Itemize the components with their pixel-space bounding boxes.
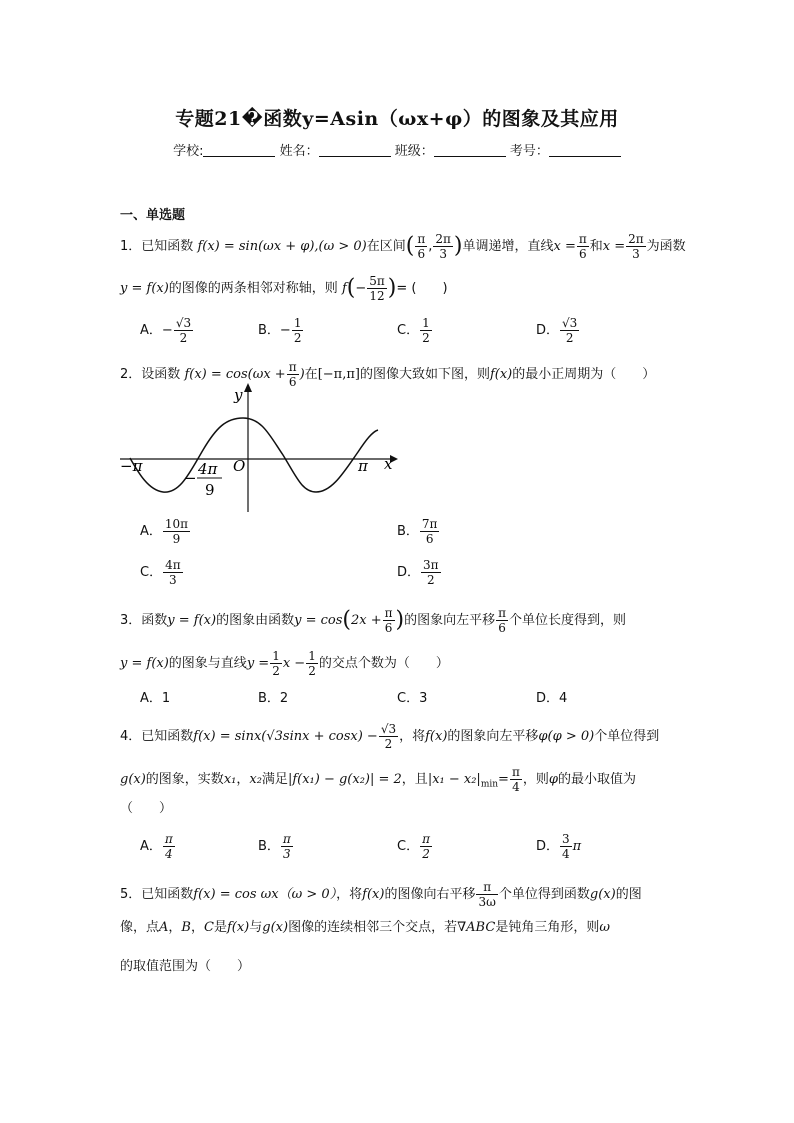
- cosine-curve: [130, 418, 378, 492]
- question-text: 像，点: [120, 920, 160, 935]
- question-text: 已知函数: [141, 887, 194, 902]
- option-b[interactable]: B．− $\frac{1}{2}$: [258, 316, 302, 345]
- zero-sign: −: [184, 469, 197, 487]
- fraction: $\frac{\pi}{6}$: [384, 606, 393, 635]
- fraction: $\frac{\pi}{6}$: [498, 606, 507, 635]
- question-text: 与: [249, 920, 263, 935]
- zero-denominator: 9: [205, 481, 215, 499]
- fraction: $\frac{√3}{2}$: [380, 722, 397, 751]
- question-text: ，且: [401, 772, 428, 787]
- question-number: 1．: [120, 239, 142, 254]
- fraction: $\frac{2\pi}{3}$: [435, 232, 451, 261]
- formula: |x₁ − x₂|: [427, 772, 481, 787]
- name-blank[interactable]: [319, 144, 391, 157]
- question-text: 满足: [261, 772, 288, 787]
- question-text: 函数: [141, 613, 168, 628]
- question-5-line-2: 像，点A，B，C是f(x)与g(x)图像的连续相邻三个交点，若∇ABC是钝角三角形，则ω: [120, 920, 610, 935]
- question-text: 是: [213, 920, 227, 935]
- question-1-line-1: 1．已知函数 f(x) = sin(ωx + φ),(ω > 0)在区间( $\frac{\pi}{6}$ , $\frac{2\pi}{3}$ )单调递增，直线x = $\frac{\pi}{6}$ 和x = $\frac{2\pi}{3}$ 为函数: [120, 232, 686, 261]
- fraction: $\frac{\pi}{3\omega}$: [478, 880, 496, 909]
- formula: f(x) = sinx(√3sinx + cosx) −: [193, 729, 378, 744]
- question-text: 已知函数: [141, 239, 194, 254]
- question-text: 图像的连续相邻三个交点，若: [288, 920, 458, 935]
- question-text: 在: [304, 367, 318, 382]
- question-text: 的图: [615, 887, 642, 902]
- x-label: x: [384, 455, 393, 473]
- point-c: C: [204, 920, 214, 935]
- question-number: 2．: [120, 367, 142, 382]
- question-text: 的最小取值为: [557, 772, 636, 787]
- formula: |f(x₁) − g(x₂)| = 2: [287, 772, 402, 787]
- question-text: 的图象，实数: [145, 772, 224, 787]
- bracket: (: [342, 607, 351, 633]
- bracket: ): [387, 275, 397, 301]
- formula: y = f(x): [120, 656, 169, 671]
- question-3-line-1: 3．函数y = f(x)的图象由函数y = cos(2x + $\frac{\pi}{6}$ )的图象向左平移 $\frac{\pi}{6}$ 个单位长度得到，则: [120, 606, 627, 635]
- section-heading: 一、单选题: [120, 208, 186, 223]
- question-number: 4．: [120, 729, 142, 744]
- question-text: 的图像大致如下图，则: [359, 367, 490, 382]
- bracket: (: [346, 275, 356, 301]
- fraction: $\frac{\pi}{6}$: [288, 360, 297, 389]
- option-b[interactable]: B．2: [258, 691, 289, 706]
- option-a[interactable]: A．1: [140, 691, 171, 706]
- question-text: = ( ): [396, 281, 448, 296]
- question-text: 在区间: [366, 239, 406, 254]
- question-3-line-2: y = f(x)的图象与直线y = $\frac{1}{2}$ x − $\frac{1}{2}$ 的交点个数为（ ）: [120, 649, 449, 678]
- school-label: 学校:: [173, 144, 204, 159]
- formula: f(x): [362, 887, 385, 902]
- option-c[interactable]: C． $\frac{1}{2}$: [397, 316, 430, 345]
- formula: f(x) = cos ωx: [193, 887, 279, 902]
- subscript: min: [480, 779, 499, 790]
- question-text: 的图象向左平移: [447, 729, 539, 744]
- question-text: 单调递增，直线: [462, 239, 554, 254]
- option-d[interactable]: D． $\frac{√3}{2}$: [536, 316, 578, 345]
- cosine-graph: [118, 380, 398, 515]
- option-c[interactable]: C． $\frac{\pi}{2}$: [397, 832, 430, 861]
- class-label: 班级：: [394, 144, 434, 159]
- formula: （ω > 0）: [278, 887, 337, 902]
- question-text: 为函数: [646, 239, 686, 254]
- fraction: $\frac{5\pi}{12}$: [369, 274, 385, 303]
- option-b[interactable]: B． $\frac{\pi}{3}$: [258, 832, 291, 861]
- class-blank[interactable]: [434, 144, 506, 157]
- bracket: ): [395, 607, 405, 633]
- question-5-line-1: [120, 880, 642, 909]
- question-text: 个单位得到: [594, 729, 660, 744]
- question-text: ，则: [522, 772, 549, 787]
- bracket: ): [453, 233, 463, 259]
- fraction: $\frac{\pi}{4}$: [511, 765, 520, 794]
- question-text: 的图象与直线: [168, 656, 247, 671]
- question-text: 的交点个数为（ ）: [318, 656, 449, 671]
- neg-pi-label: −π: [120, 457, 143, 475]
- question-text: ，将: [399, 729, 426, 744]
- fraction: $\frac{1}{2}$: [308, 649, 316, 678]
- point-a: A: [159, 920, 169, 935]
- interval: [−π,π]: [317, 367, 360, 382]
- question-text: 和: [589, 239, 603, 254]
- formula: y = f(x): [120, 281, 169, 296]
- fraction: $\frac{1}{2}$: [272, 649, 280, 678]
- y-label: y: [234, 386, 243, 404]
- option-b[interactable]: B． $\frac{7\pi}{6}$: [397, 517, 438, 546]
- question-text: 的图像向右平移: [384, 887, 476, 902]
- formula: g(x): [120, 772, 146, 787]
- origin-label: O: [233, 457, 246, 475]
- page-title: 专题21�函数y=Asin（ωx+φ）的图象及其应用: [175, 108, 619, 130]
- info-line: [0, 140, 794, 159]
- question-text: 的最小正周期为（ ）: [512, 367, 656, 382]
- bracket: (: [405, 233, 415, 259]
- question-1-line-2: y = f(x)的图像的两条相邻对称轴，则 f(− $\frac{5\pi}{12}$ )= ( ): [120, 274, 448, 303]
- question-text: 设函数: [141, 367, 181, 382]
- question-text: 的图像的两条相邻对称轴，则: [168, 281, 338, 296]
- pi-label: π: [358, 457, 368, 475]
- formula: f(x): [489, 367, 513, 382]
- formula: φ(φ > 0): [538, 729, 595, 744]
- formula: g(x): [589, 887, 616, 902]
- number-label: 考号：: [509, 144, 549, 159]
- question-2-line-1: 2．设函数 f(x) = cos(ωx + $\frac{\pi}{6}$ )在[−π,π]的图像大致如下图，则f(x)的最小正周期为（ ）: [120, 360, 656, 389]
- option-d[interactable]: D．4: [536, 691, 568, 706]
- formula: ∇ABC: [457, 920, 496, 935]
- zero-numerator: 4π: [198, 460, 218, 478]
- formula: ω: [599, 920, 610, 935]
- formula: f(x): [226, 920, 250, 935]
- formula: y = f(x): [167, 613, 217, 628]
- formula: f(x): [425, 729, 448, 744]
- name-label: 姓名：: [279, 144, 319, 159]
- option-c[interactable]: C．3: [397, 691, 428, 706]
- formula: f(x) = sin(ωx + φ),(ω > 0): [197, 239, 367, 254]
- option-d[interactable]: D． $\frac{3}{4}$ π: [536, 832, 582, 861]
- question-text: 已知函数: [141, 729, 194, 744]
- question-4-line-1: [120, 722, 659, 751]
- question-text: 的图象向左平移: [404, 613, 496, 628]
- option-d[interactable]: D． $\frac{3\pi}{2}$: [397, 558, 439, 587]
- fraction: $\frac{\pi}{6}$: [417, 232, 426, 261]
- fraction: $\frac{2\pi}{3}$: [628, 232, 644, 261]
- question-4-line-2: g(x)的图象，实数x₁，x₂满足|f(x₁) − g(x₂)| = 2，且$|x_1 - x_2|_{min}=$ $\frac{\pi}{4}$ ，则φ的最小取值为: [120, 765, 636, 794]
- formula: g(x): [262, 920, 289, 935]
- question-number: 3．: [120, 613, 142, 628]
- question-5-line-3: 的取值范围为（ ）: [120, 959, 251, 974]
- question-text: ，: [236, 772, 250, 787]
- fraction: $\frac{\pi}{6}$: [578, 232, 587, 261]
- question-text: 个单位长度得到，则: [509, 613, 627, 628]
- y-axis-arrow: [244, 383, 252, 392]
- option-c[interactable]: C． $\frac{4\pi}{3}$: [140, 558, 181, 587]
- option-a[interactable]: A．− $\frac{√3}{2}$: [140, 316, 192, 345]
- point-b: B: [181, 920, 191, 935]
- option-a[interactable]: A． $\frac{10\pi}{9}$: [140, 517, 189, 546]
- number-blank[interactable]: [549, 144, 621, 157]
- question-text: 个单位得到函数: [498, 887, 590, 902]
- question-text: 的图象由函数: [216, 613, 295, 628]
- option-a[interactable]: A． $\frac{\pi}{4}$: [140, 832, 173, 861]
- question-4-line-3: （ ）: [120, 801, 173, 816]
- school-blank[interactable]: [203, 144, 275, 157]
- question-text: 是钝角三角形，则: [495, 920, 600, 935]
- question-number: 5．: [120, 887, 142, 902]
- question-text: ，将: [336, 887, 363, 902]
